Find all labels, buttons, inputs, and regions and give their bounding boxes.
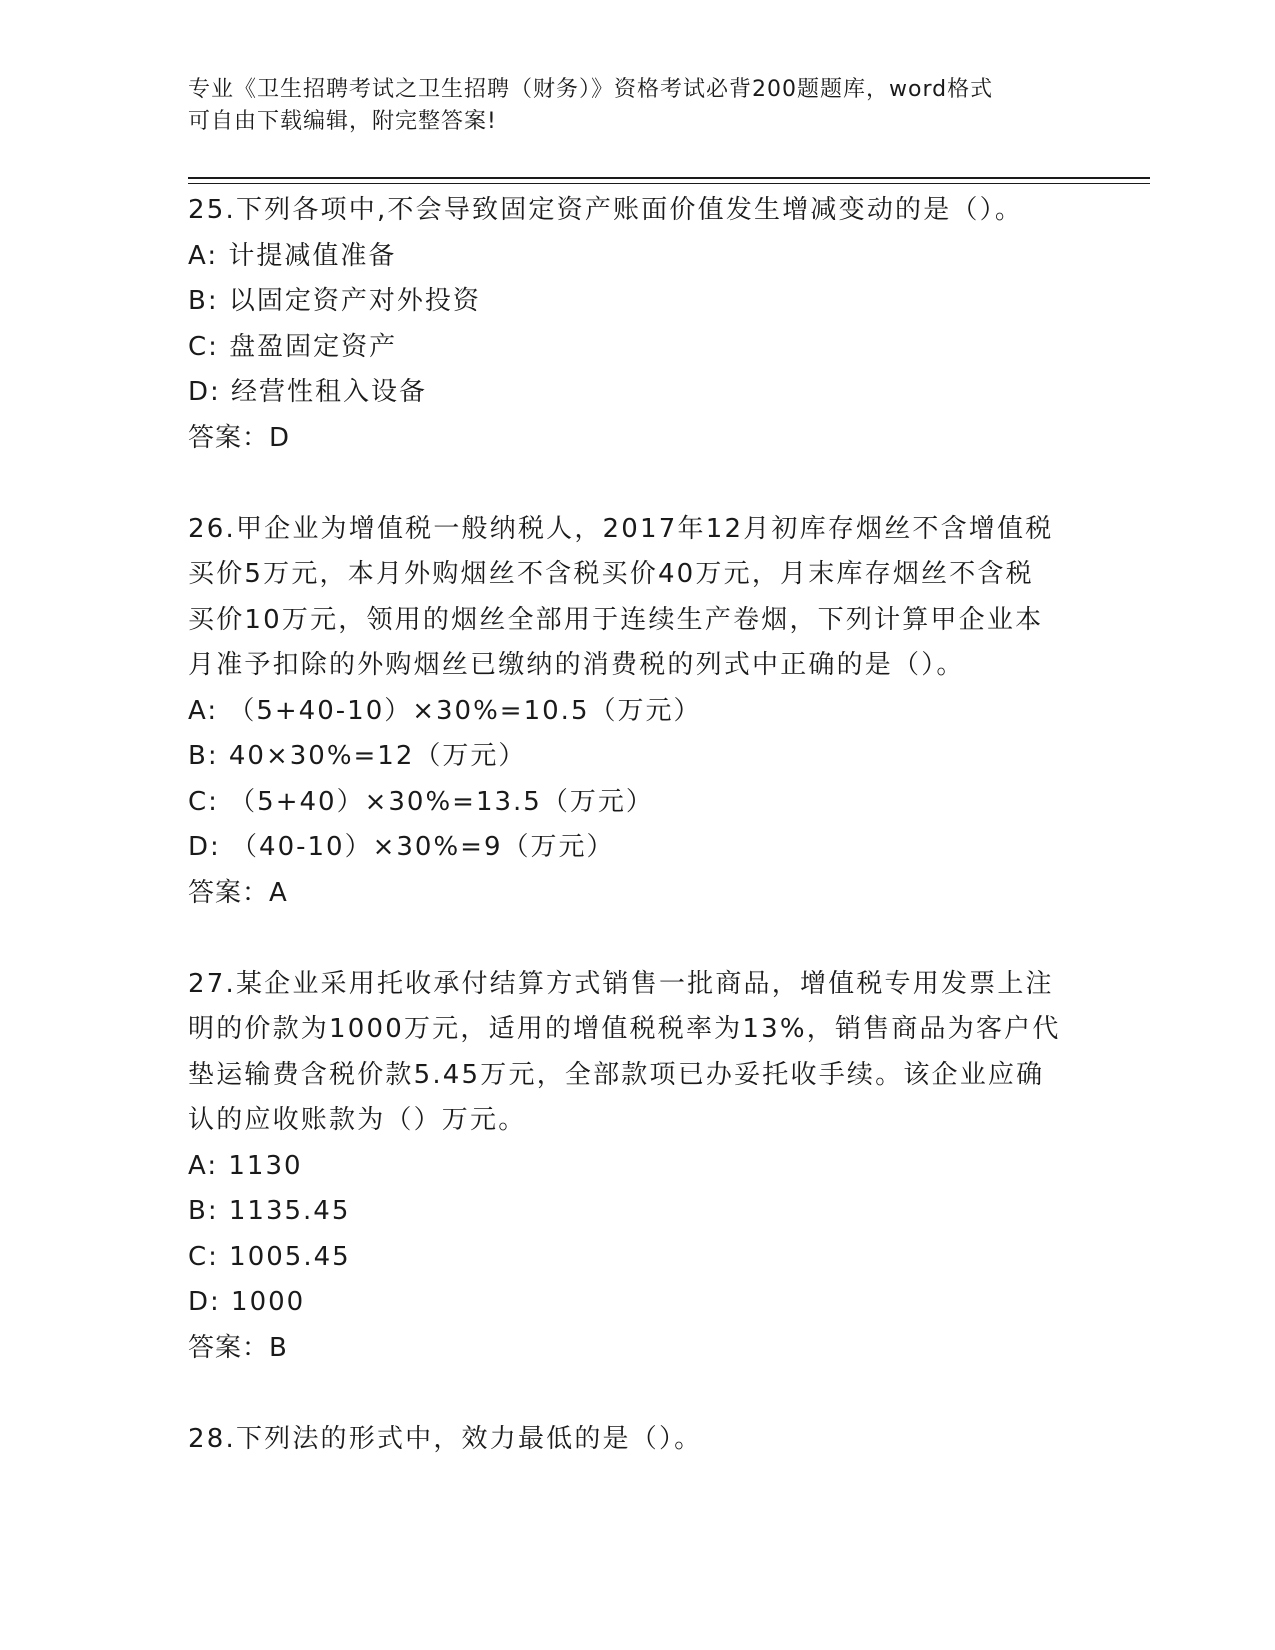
question-27 xyxy=(188,962,1068,1372)
option-d: D: （40-10）×30%=9（万元） xyxy=(188,832,615,862)
document-header xyxy=(188,74,1068,138)
question-list xyxy=(188,188,1068,1462)
header-line-2: 可自由下载编辑，附完整答案! xyxy=(188,109,497,134)
question-26 xyxy=(188,507,1068,917)
option-a: A: （5+40-10）×30%=10.5（万元） xyxy=(188,695,702,726)
option-d: D: 1000 xyxy=(188,1287,306,1317)
option-c: C: （5+40）×30%=13.5（万元） xyxy=(188,786,654,817)
question-line: 25.下列各项中,不会导致固定资产账面价值发生增减变动的是（）。 xyxy=(188,195,1024,225)
question-line: 月准予扣除的外购烟丝已缴纳的消费税的列式中正确的是（）。 xyxy=(188,650,965,680)
question-line: 28.下列法的形式中，效力最低的是（）。 xyxy=(188,1423,703,1454)
option-b: B: 40×30%=12（万元） xyxy=(188,741,527,771)
question-line: 27.某企业采用托收承付结算方式销售一批商品，增值税专用发票上注 xyxy=(188,968,1054,999)
question-text xyxy=(188,188,1068,234)
answer: 答案：D xyxy=(188,422,291,453)
answer: 答案：B xyxy=(188,1332,288,1363)
header-line-1: 专业《卫生招聘考试之卫生招聘（财务）》资格考试必背200题题库，word格式 xyxy=(188,77,994,102)
option-b: B: 1135.45 xyxy=(188,1196,351,1226)
option-d: D: 经营性租入设备 xyxy=(188,377,428,407)
option-a: A: 计提减值准备 xyxy=(188,240,397,271)
question-line: 26.甲企业为增值税一般纳税人，2017年12月初库存烟丝不含增值税 xyxy=(188,513,1054,544)
question-line: 买价10万元，领用的烟丝全部用于连续生产卷烟，下列计算甲企业本 xyxy=(188,604,1044,635)
header-divider-thick xyxy=(188,177,1150,179)
question-line: 认的应收账款为（）万元。 xyxy=(188,1105,527,1135)
question-25 xyxy=(188,188,1068,461)
question-text xyxy=(188,962,1068,1144)
question-text xyxy=(188,1417,1068,1463)
question-28 xyxy=(188,1417,1068,1463)
question-text xyxy=(188,507,1068,689)
option-c: C: 1005.45 xyxy=(188,1241,351,1272)
option-c: C: 盘盈固定资产 xyxy=(188,331,398,362)
spacer xyxy=(188,461,1068,507)
option-a: A: 1130 xyxy=(188,1150,303,1181)
option-b: B: 以固定资产对外投资 xyxy=(188,286,481,316)
spacer xyxy=(188,1371,1068,1417)
answer: 答案：A xyxy=(188,877,288,908)
question-line: 买价5万元，本月外购烟丝不含税买价40万元，月末库存烟丝不含税 xyxy=(188,559,1034,589)
question-line: 明的价款为1000万元，适用的增值税税率为13%，销售商品为客户代 xyxy=(188,1014,1061,1044)
question-line: 垫运输费含税价款5.45万元，全部款项已办妥托收手续。该企业应确 xyxy=(188,1059,1045,1090)
spacer xyxy=(188,916,1068,962)
header-divider-thin xyxy=(188,183,1150,184)
